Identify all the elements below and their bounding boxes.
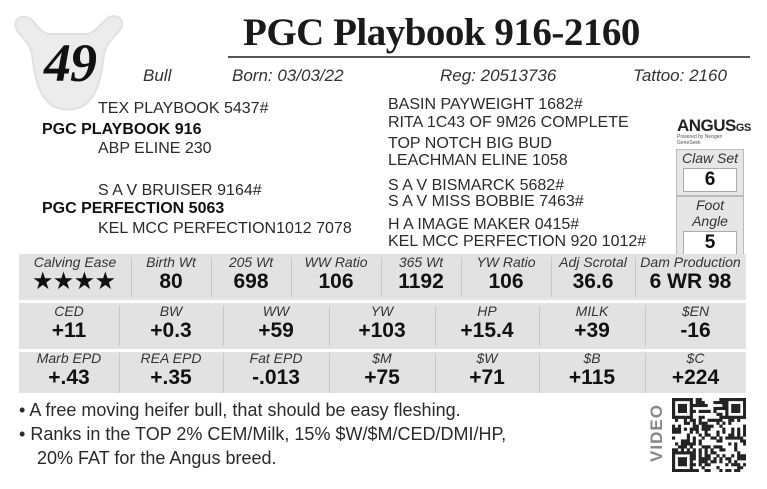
pedigree-entry: KEL MCC PERFECTION 920 1012# [388,233,647,250]
logo-suffix: GS [735,122,751,134]
svg-text:VIDEO: VIDEO [647,404,666,462]
epd-index-row [19,350,746,396]
sire-dam: ABP ELINE 230 [98,140,212,157]
claw-set-box [676,149,744,196]
foot-angle-value: 5 [683,231,737,255]
claw-set-label: Claw Set [681,150,739,166]
table-cell: Birth Wt 80 [146,254,196,293]
table-cell: 365 Wt 1192 [398,254,444,293]
video-label [645,396,667,470]
logo-brand: ANGUS [677,116,736,135]
lot-number: 49 [44,33,96,93]
animal-name: PGC Playbook 916-2160 [243,11,640,54]
pedigree-entry: S A V BISMARCK 5682# [388,177,565,194]
sire: PGC PLAYBOOK 916 [42,121,202,138]
table-cell: MILK +39 [574,303,610,342]
table-cell: Fat EPD -.013 [249,350,303,389]
table-cell: HP +15.4 [460,303,514,342]
table-cell: Marb EPD +.43 [36,350,102,389]
table-cell: Calving Ease ★★★★ [19,254,131,294]
table-cell: BW +0.3 [150,303,192,342]
title-divider [228,56,750,58]
foot-angle-label-2: Angle [692,213,728,229]
table-cell: YW Ratio 106 [476,254,536,293]
table-cell: $M +75 [364,350,400,389]
claw-set-value: 6 [683,168,737,192]
table-cell: YW +103 [358,303,406,342]
pedigree-entry: RITA 1C43 OF 9M26 COMPLETE [388,114,629,131]
performance-table [19,254,746,393]
angus-gs-logo [677,116,751,146]
table-cell: Dam Production 6 WR 98 [640,254,741,293]
registration-number: Reg: 20513736 [440,66,557,85]
table-cell: $EN -16 [680,303,711,342]
table-cell: 205 Wt 698 [228,254,274,293]
performance-row [19,254,746,300]
pedigree-entry: H A IMAGE MAKER 0415# [388,216,580,233]
pedigree-entry: TOP NOTCH BIG BUD [388,135,552,152]
dam-dam: KEL MCC PERFECTION1012 7078 [98,220,352,237]
pedigree-entry: S A V MISS BOBBIE 7463# [388,193,584,210]
dam: PGC PERFECTION 5063 [42,200,225,217]
animal-type: Bull [143,66,172,85]
pedigree-entry: BASIN PAYWEIGHT 1682# [388,96,583,113]
table-cell: $W +71 [469,350,505,389]
tattoo: Tattoo: 2160 [633,66,727,85]
foot-angle-label: Foot [695,197,724,213]
table-cell: REA EPD +.35 [140,350,202,389]
table-cell: CED +11 [51,303,87,342]
note-item-continued: 20% FAT for the Angus breed. [37,448,277,468]
note-item: • A free moving heifer bull, that should be easy fleshing. [19,400,461,420]
sire-sire: TEX PLAYBOOK 5437# [98,100,269,117]
calving-ease-stars: ★★★★ [33,270,117,293]
table-cell: WW Ratio 106 [304,254,368,293]
birth-date: Born: 03/03/22 [232,66,344,85]
logo-tagline: Powered by Neogen GeneSeek [677,134,723,146]
notes [19,398,506,470]
table-cell: Adj Scrotal 36.6 [559,254,627,293]
qr-code[interactable] [672,398,746,472]
table-cell: WW +59 [258,303,294,342]
foot-angle-box [676,196,744,259]
table-cell: $C +224 [671,350,720,389]
table-cell: $B +115 [568,350,616,389]
epd-row [19,303,746,349]
note-item: • Ranks in the TOP 2% CEM/Milk, 15% $W/$M/CED/DMI/HP, [19,424,507,444]
dam-sire: S A V BRUISER 9164# [98,182,262,199]
pedigree-entry: LEACHMAN ELINE 1058 [388,152,568,169]
